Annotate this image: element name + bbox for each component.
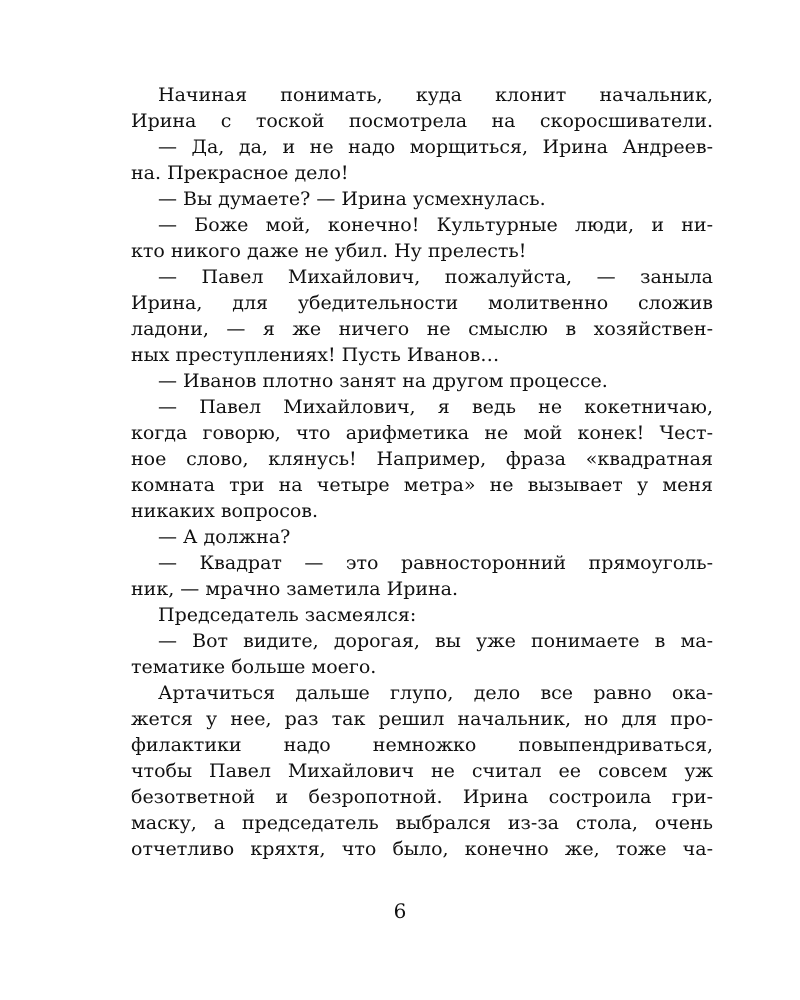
text-line: чтобы Павел Михайлович не считал ее совсем уж <box>131 760 713 782</box>
text-line: — Иванов плотно занят на другом процессе. <box>158 370 608 392</box>
text-line: — Боже мой, конечно! Культурные люди, и ни- <box>158 214 713 236</box>
text-line: на. Прекрасное дело! <box>131 162 349 184</box>
text-line: — Вот видите, дорогая, вы уже понимаете в ма- <box>158 630 713 652</box>
text-line: тематике больше моего. <box>131 656 377 678</box>
text-line: Начиная понимать, куда клонит начальник, <box>158 84 713 106</box>
text-line: ник, — мрачно заметила Ирина. <box>131 578 459 600</box>
text-line: ных преступлениях! Пусть Иванов… <box>131 344 500 366</box>
text-line: ное слово, клянусь! Например, фраза «квадратная <box>131 448 713 470</box>
text-line: — Павел Михайлович, пожалуйста, — заныла <box>158 266 713 288</box>
text-line: Ирина, для убедительности молитвенно сложив <box>131 292 713 314</box>
text-line: когда говорю, что арифметика не мой конек! Чест- <box>131 422 713 444</box>
text-line: — Квадрат — это равносторонний прямоуголь- <box>158 552 713 574</box>
text-line: Ирина с тоской посмотрела на скоросшиватели. <box>131 110 713 132</box>
text-line: отчетливо кряхтя, что было, конечно же, тоже ча- <box>131 838 713 860</box>
text-line: — А должна? <box>158 526 291 548</box>
text-line: маску, а председатель выбрался из-за стола, очень <box>131 812 713 834</box>
text-line: — Павел Михайлович, я ведь не кокетничаю, <box>158 396 713 418</box>
text-line: Артачиться дальше глупо, дело все равно ока- <box>158 682 713 704</box>
text-line: — Вы думаете? — Ирина усмехнулась. <box>158 188 546 210</box>
text-line: Председатель засмеялся: <box>158 604 417 626</box>
text-line: кто никого даже не убил. Ну прелесть! <box>131 240 527 262</box>
text-line: никаких вопросов. <box>131 500 319 522</box>
page-number: 6 <box>393 899 407 923</box>
text-line: ладони, — я же ничего не смыслю в хозяйствен- <box>131 318 713 340</box>
text-line: комната три на четыре метра» не вызывает у меня <box>131 474 713 496</box>
text-line: безответной и безропотной. Ирина состроила гри- <box>131 786 713 808</box>
text-line: жется у нее, раз так решил начальник, но для про- <box>131 708 713 730</box>
text-line: — Да, да, и не надо морщиться, Ирина Андреев- <box>158 136 713 158</box>
text-line: филактики надо немножко повыпендриваться, <box>131 734 713 756</box>
